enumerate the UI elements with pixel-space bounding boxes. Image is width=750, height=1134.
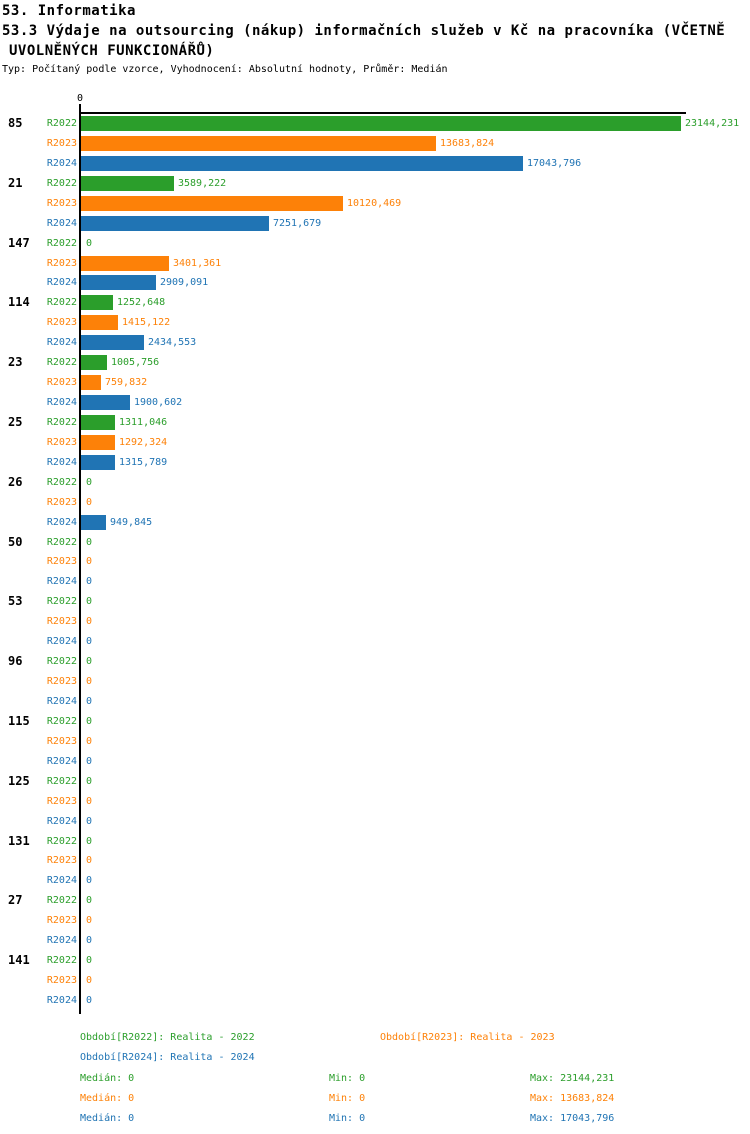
series-label: R2024	[46, 517, 77, 528]
bar-value-label: 0	[86, 776, 93, 787]
bar-value-label: 2434,553	[148, 337, 197, 348]
group-label: 21	[8, 175, 23, 190]
series-label: R2022	[46, 596, 77, 607]
bar-value-label: 0	[86, 915, 93, 926]
report-subtitle-line2: UVOLNĚNÝCH FUNKCIONÁŘŮ)	[9, 43, 215, 59]
series-label: R2024	[46, 337, 77, 348]
bar-value-label: 0	[86, 676, 93, 687]
series-label: R2023	[46, 676, 77, 687]
bar-value-label: 1252,648	[117, 297, 166, 308]
series-label: R2022	[46, 776, 77, 787]
series-label: R2023	[46, 736, 77, 747]
bar	[81, 375, 101, 390]
bar-value-label: 759,832	[105, 377, 148, 388]
series-label: R2023	[46, 975, 77, 986]
bar-value-label: 17043,796	[527, 158, 582, 169]
bar	[81, 295, 113, 310]
bar-value-label: 7251,679	[273, 218, 322, 229]
series-label: R2023	[46, 616, 77, 627]
series-label: R2023	[46, 317, 77, 328]
bar-value-label: 0	[86, 995, 93, 1006]
report-subtitle-line1: 53.3 Výdaje na outsourcing (nákup) informačních služeb v Kč na pracovníka (VČETNĚ	[2, 23, 726, 39]
group-label: 50	[8, 534, 23, 549]
bar-value-label: 0	[86, 875, 93, 886]
series-label: R2023	[46, 915, 77, 926]
series-label: R2024	[46, 875, 77, 886]
bar-value-label: 0	[86, 596, 93, 607]
bar	[81, 256, 169, 271]
series-label: R2022	[46, 178, 77, 189]
bar-value-label: 0	[86, 497, 93, 508]
series-label: R2022	[46, 537, 77, 548]
bar-value-label: 0	[86, 955, 93, 966]
bar-value-label: 0	[86, 756, 93, 767]
group-label: 53	[8, 594, 23, 609]
bar-value-label: 0	[86, 477, 93, 488]
series-label: R2024	[46, 816, 77, 827]
legend-max-r2024: Max: 17043,796	[530, 1113, 615, 1124]
bar	[81, 136, 436, 151]
bar-value-label: 0	[86, 716, 93, 727]
series-label: R2022	[46, 297, 77, 308]
series-label: R2024	[46, 756, 77, 767]
series-label: R2024	[46, 397, 77, 408]
report-meta: Typ: Počítaný podle vzorce, Vyhodnocení: Absolutní hodnoty, Průměr: Medián	[2, 64, 448, 75]
bar	[81, 515, 106, 530]
series-label: R2024	[46, 158, 77, 169]
bar-value-label: 1311,046	[119, 417, 168, 428]
series-label: R2024	[46, 636, 77, 647]
bar-value-label: 0	[86, 975, 93, 986]
series-label: R2024	[46, 995, 77, 1006]
series-label: R2024	[46, 277, 77, 288]
bar-value-label: 1005,756	[111, 357, 160, 368]
series-label: R2023	[46, 138, 77, 149]
series-label: R2024	[46, 935, 77, 946]
legend-min-r2023: Min: 0	[329, 1093, 366, 1104]
bar-value-label: 0	[86, 238, 93, 249]
group-label: 115	[8, 714, 30, 728]
bar	[81, 355, 107, 370]
series-label: R2023	[46, 497, 77, 508]
series-label: R2022	[46, 955, 77, 966]
bar-value-label: 0	[86, 636, 93, 647]
series-label: R2023	[46, 796, 77, 807]
bar-value-label: 1900,602	[134, 397, 183, 408]
bar-value-label: 949,845	[110, 517, 153, 528]
series-label: R2024	[46, 576, 77, 587]
bar-value-label: 0	[86, 576, 93, 587]
series-label: R2022	[46, 118, 77, 129]
report-title: 53. Informatika	[2, 3, 136, 19]
group-label: 23	[8, 355, 23, 370]
x-axis-zero-tick: 0	[76, 93, 84, 104]
bar	[81, 176, 174, 191]
series-label: R2024	[46, 457, 77, 468]
bar	[81, 455, 115, 470]
bar-value-label: 0	[86, 895, 93, 906]
series-label: R2022	[46, 477, 77, 488]
series-label: R2024	[46, 218, 77, 229]
bar-value-label: 13683,824	[440, 138, 495, 149]
legend-min-r2022: Min: 0	[329, 1073, 366, 1084]
series-label: R2022	[46, 716, 77, 727]
bar-value-label: 10120,469	[347, 198, 402, 209]
bar-value-label: 0	[86, 537, 93, 548]
bar	[81, 335, 144, 350]
group-label: 26	[8, 474, 23, 489]
bar	[81, 116, 681, 131]
legend-period-r2023: Období[R2023]: Realita - 2023	[380, 1032, 555, 1043]
series-label: R2023	[46, 198, 77, 209]
legend-period-r2022: Období[R2022]: Realita - 2022	[80, 1032, 255, 1043]
group-label: 85	[8, 116, 23, 130]
bar-value-label: 1415,122	[122, 317, 171, 328]
legend-max-r2022: Max: 23144,231	[530, 1073, 615, 1084]
bar-value-label: 0	[86, 836, 93, 847]
series-label: R2023	[46, 437, 77, 448]
bar	[81, 275, 156, 290]
legend-median-r2024: Medián: 0	[80, 1113, 135, 1124]
bar	[81, 395, 130, 410]
x-axis-line	[79, 112, 686, 114]
bar	[81, 196, 343, 211]
series-label: R2023	[46, 556, 77, 567]
bar	[81, 415, 115, 430]
series-label: R2022	[46, 836, 77, 847]
bar	[81, 315, 118, 330]
bar	[81, 156, 523, 171]
bar-value-label: 0	[86, 796, 93, 807]
series-label: R2022	[46, 238, 77, 249]
series-label: R2024	[46, 696, 77, 707]
bar-value-label: 0	[86, 935, 93, 946]
legend-min-r2024: Min: 0	[329, 1113, 366, 1124]
bar	[81, 435, 115, 450]
bar-value-label: 0	[86, 816, 93, 827]
bar-value-label: 2909,091	[160, 277, 209, 288]
series-label: R2022	[46, 895, 77, 906]
y-axis-line	[79, 104, 81, 1014]
bar-value-label: 1315,789	[119, 457, 168, 468]
group-label: 114	[8, 295, 30, 310]
legend-period-r2024: Období[R2024]: Realita - 2024	[80, 1052, 255, 1063]
bar-value-label: 1292,324	[119, 437, 168, 448]
group-label: 25	[8, 415, 23, 429]
series-label: R2023	[46, 855, 77, 866]
group-label: 141	[8, 953, 30, 968]
bar-value-label: 0	[86, 556, 93, 567]
group-label: 147	[8, 235, 30, 250]
bar-value-label: 23144,231	[685, 118, 740, 129]
series-label: R2022	[46, 417, 77, 428]
bar-value-label: 0	[86, 855, 93, 866]
legend-median-r2022: Medián: 0	[80, 1073, 135, 1084]
series-label: R2023	[46, 377, 77, 388]
series-label: R2023	[46, 258, 77, 269]
bar	[81, 216, 269, 231]
series-label: R2022	[46, 656, 77, 667]
legend-median-r2023: Medián: 0	[80, 1093, 135, 1104]
series-label: R2022	[46, 357, 77, 368]
group-label: 96	[8, 654, 23, 669]
group-label: 27	[8, 893, 23, 908]
bar-value-label: 0	[86, 616, 93, 627]
bar-value-label: 3589,222	[178, 178, 227, 189]
group-label: 125	[8, 773, 30, 788]
bar-value-label: 0	[86, 696, 93, 707]
bar-value-label: 0	[86, 736, 93, 747]
group-label: 131	[8, 833, 30, 848]
bar-value-label: 3401,361	[173, 258, 222, 269]
legend-max-r2023: Max: 13683,824	[530, 1093, 615, 1104]
bar-value-label: 0	[86, 656, 93, 667]
